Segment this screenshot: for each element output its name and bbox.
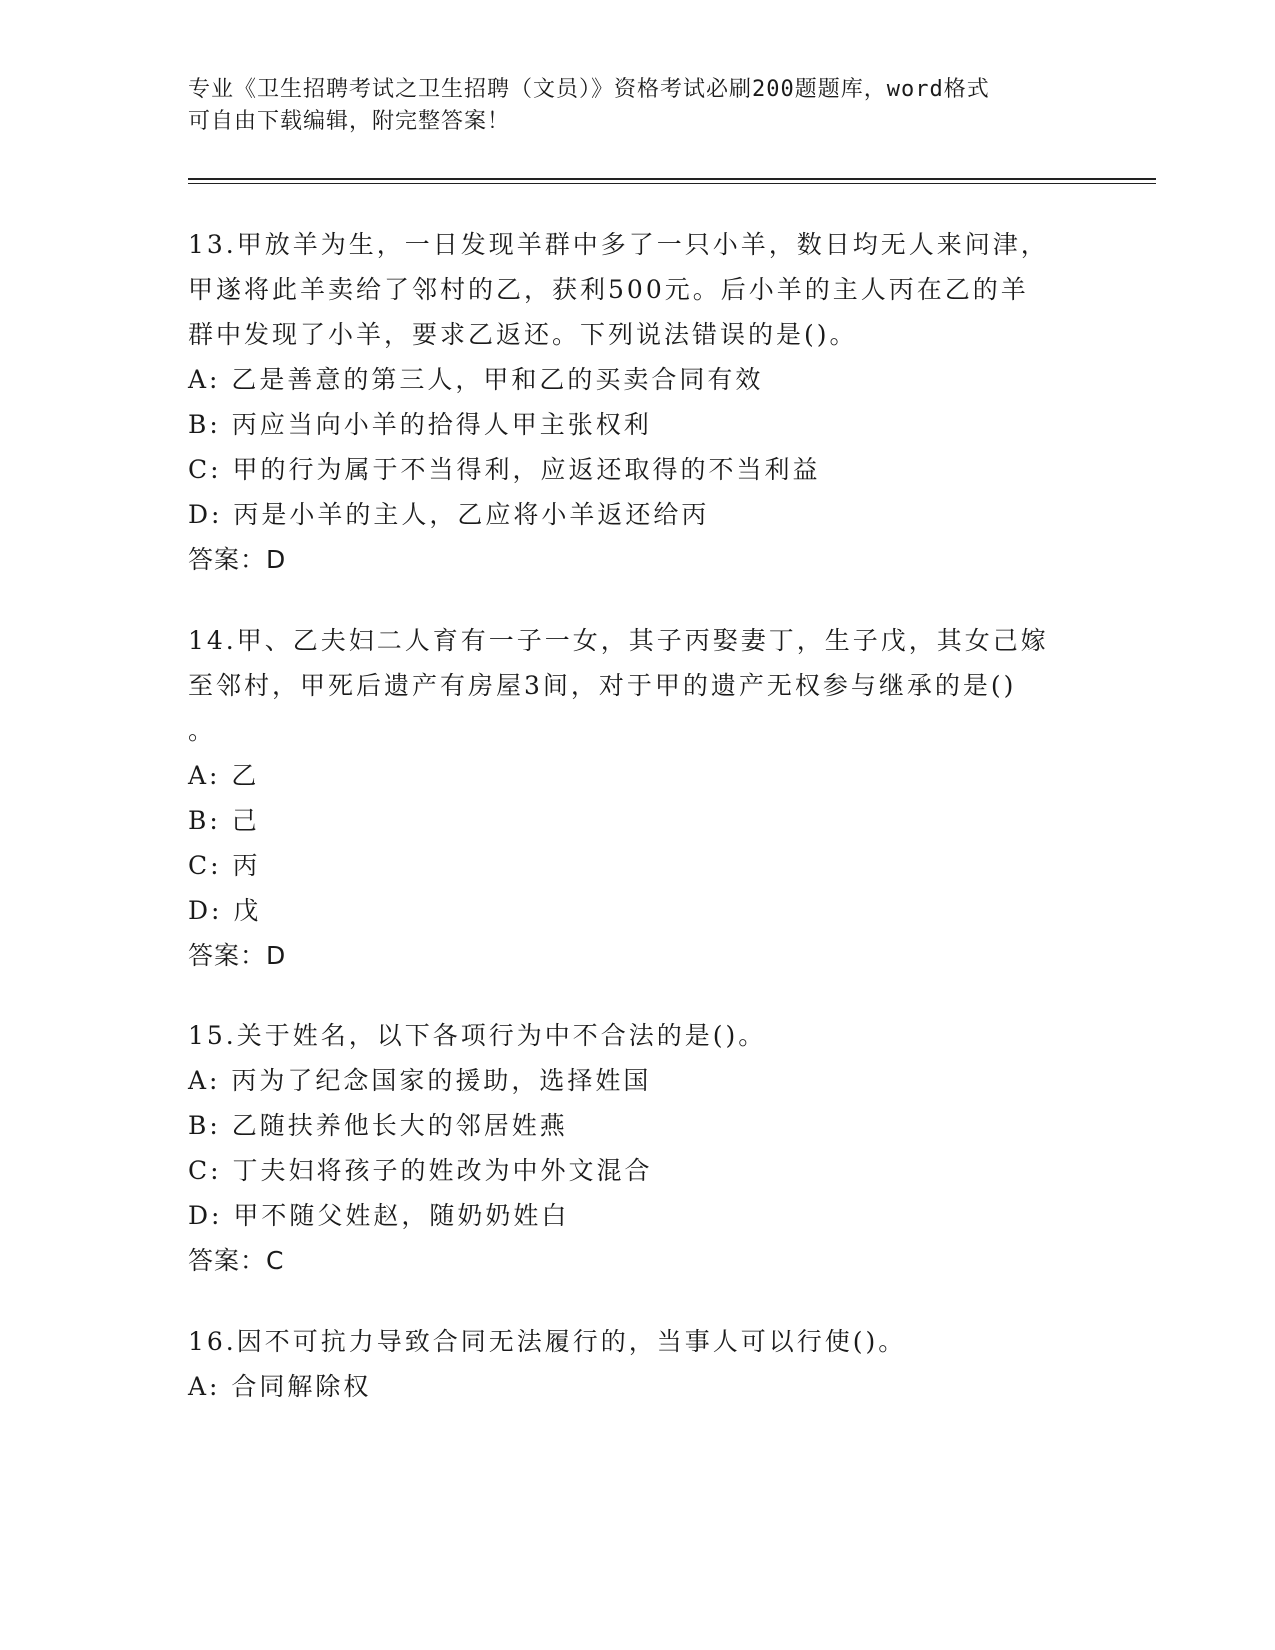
option-c: C: 丁夫妇将孩子的姓改为中外文混合 [188,1156,653,1185]
option-a: A: 丙为了纪念国家的援助，选择姓国 [188,1066,652,1095]
question-stem-line: 。 [188,716,217,745]
question-13 [188,222,1088,582]
option-a: A: 合同解除权 [188,1372,372,1401]
question-15 [188,1013,1088,1283]
option-c: C: 丙 [188,851,261,880]
option-a: A: 乙 [188,761,260,790]
question-stem-line: 至邻村，甲死后遗产有房屋3间，对于甲的遗产无权参与继承的是() [188,671,1017,700]
document-header [188,74,1088,138]
question-14 [188,618,1088,978]
header-line: 专业《卫生招聘考试之卫生招聘（文员）》资格考试必刷200题题库，word格式 [188,77,990,102]
option-b: B: 丙应当向小羊的拾得人甲主张权利 [188,410,652,439]
option-a: A: 乙是善意的第三人，甲和乙的买卖合同有效 [188,365,764,394]
option-d: D: 丙是小羊的主人，乙应将小羊返还给丙 [188,500,710,529]
option-b: B: 乙随扶养他长大的邻居姓燕 [188,1111,568,1140]
question-stem-line: 13.甲放羊为生，一日发现羊群中多了一只小羊，数日均无人来问津， [188,230,1049,259]
header-divider [188,178,1156,180]
question-16 [188,1319,1088,1409]
answer-line: 答案：D [188,941,287,970]
answer-line: 答案：C [188,1246,285,1275]
header-line: 可自由下载编辑，附完整答案！ [188,109,511,134]
question-stem-line: 甲遂将此羊卖给了邻村的乙，获利500元。后小羊的主人丙在乙的羊 [188,275,1029,304]
option-c: C: 甲的行为属于不当得利，应返还取得的不当利益 [188,455,821,484]
option-d: D: 甲不随父姓赵，随奶奶姓白 [188,1201,570,1230]
header-divider-thin [188,183,1156,184]
answer-line: 答案：D [188,545,287,574]
option-b: B: 己 [188,806,260,835]
option-d: D: 戊 [188,896,262,925]
question-stem-line: 14.甲、乙夫妇二人育有一子一女，其子丙娶妻丁，生子戊，其女己嫁 [188,626,1049,655]
question-stem-line: 15.关于姓名，以下各项行为中不合法的是()。 [188,1021,767,1050]
question-stem-line: 群中发现了小羊，要求乙返还。下列说法错误的是()。 [188,320,858,349]
question-stem-line: 16.因不可抗力导致合同无法履行的，当事人可以行使()。 [188,1327,907,1356]
